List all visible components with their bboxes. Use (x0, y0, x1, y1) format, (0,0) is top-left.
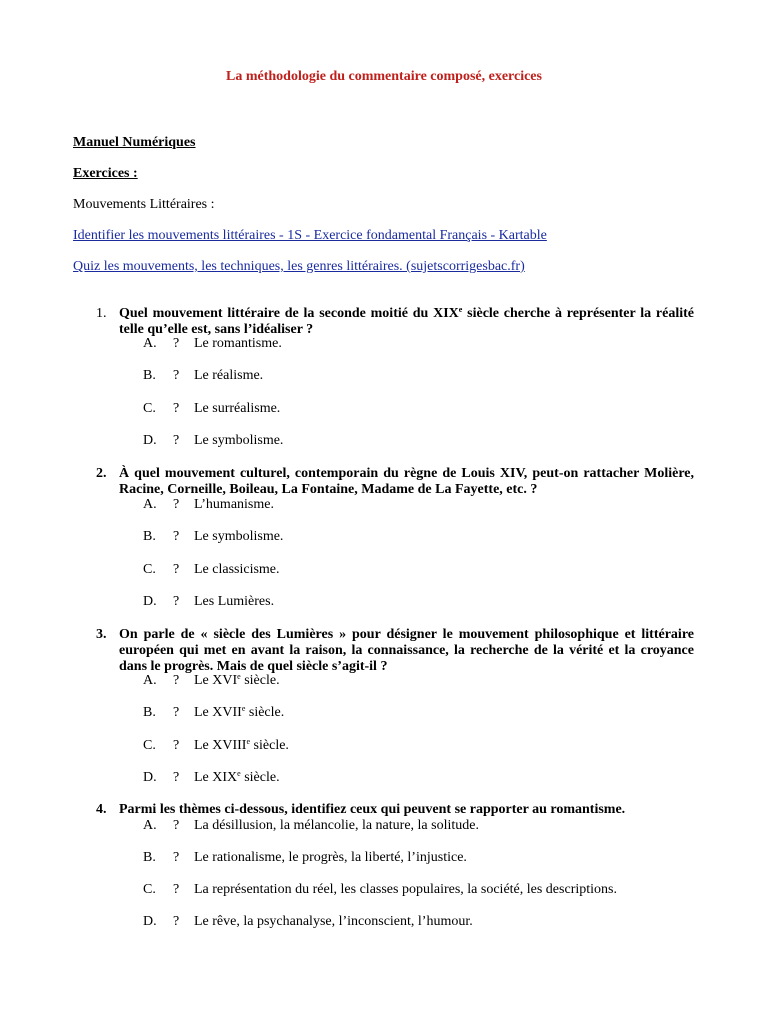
question-text: Quel mouvement littéraire de la seconde moitié du XIXe siècle cherche à représenter la réalité telle qu’elle est, sans l’idéaliser ? (119, 305, 694, 337)
option-letter: A. (143, 673, 157, 688)
option-text: Le surréalisme. (194, 401, 281, 416)
option-bullet-icon: ? (173, 882, 180, 897)
option-bullet-icon: ? (173, 529, 180, 544)
exercices-heading: Exercices : (73, 166, 138, 181)
option-letter: A. (143, 818, 157, 833)
option-bullet-icon: ? (173, 738, 180, 753)
option-letter: D. (143, 770, 157, 785)
option-text: Le XVIIe siècle. (194, 704, 285, 720)
option-bullet-icon: ? (173, 914, 180, 929)
option-letter: B. (143, 705, 156, 720)
option-text: Le symbolisme. (194, 433, 284, 448)
question-number: 1. (96, 306, 107, 321)
option-text: Le XIXe siècle. (194, 769, 280, 785)
question-number: 4. (96, 802, 107, 817)
option-letter: A. (143, 497, 157, 512)
option-letter: B. (143, 529, 156, 544)
option-bullet-icon: ? (173, 433, 180, 448)
question-text: On parle de « siècle des Lumières » pour désigner le mouvement philosophique et littéraire européen qui met en avant la raison, la connaissance, la recherche de la vérité et la croyance dans le progrès. Mais de quel siècle s’agit-il ? (119, 627, 694, 674)
option-letter: C. (143, 401, 156, 416)
option-letter: B. (143, 368, 156, 383)
mouvements-label: Mouvements Littéraires : (73, 197, 215, 212)
option-text: Le rêve, la psychanalyse, l’inconscient, l’humour. (194, 914, 473, 929)
option-text: Le classicisme. (194, 562, 280, 577)
kartable-link[interactable]: Identifier les mouvements littéraires - 1S - Exercice fondamental Français - Kartable (73, 228, 547, 243)
option-bullet-icon: ? (173, 562, 180, 577)
option-letter: C. (143, 562, 156, 577)
option-bullet-icon: ? (173, 401, 180, 416)
manuel-heading: Manuel Numériques (73, 135, 196, 150)
option-letter: D. (143, 433, 157, 448)
option-letter: D. (143, 914, 157, 929)
option-bullet-icon: ? (173, 497, 180, 512)
option-text: Les Lumières. (194, 594, 275, 609)
option-bullet-icon: ? (173, 594, 180, 609)
option-letter: C. (143, 882, 156, 897)
option-letter: C. (143, 738, 156, 753)
document-title: La méthodologie du commentaire composé, exercices (226, 69, 542, 84)
option-bullet-icon: ? (173, 368, 180, 383)
option-bullet-icon: ? (173, 673, 180, 688)
option-text: La désillusion, la mélancolie, la nature, la solitude. (194, 818, 479, 833)
question-text: À quel mouvement culturel, contemporain du règne de Louis XIV, peut-on rattacher Molière, Racine, Corneille, Boileau, La Fontaine, Madame de La Fayette, etc. ? (119, 466, 694, 497)
option-bullet-icon: ? (173, 770, 180, 785)
option-text: Le romantisme. (194, 336, 282, 351)
option-letter: D. (143, 594, 157, 609)
option-text: Le XVIe siècle. (194, 672, 280, 688)
option-bullet-icon: ? (173, 336, 180, 351)
sujetscorriges-link[interactable]: Quiz les mouvements, les techniques, les genres littéraires. (sujetscorrigesbac.fr) (73, 259, 525, 274)
option-letter: A. (143, 336, 157, 351)
option-text: Le rationalisme, le progrès, la liberté, l’injustice. (194, 850, 467, 865)
option-bullet-icon: ? (173, 850, 180, 865)
option-text: L’humanisme. (194, 497, 274, 512)
option-bullet-icon: ? (173, 818, 180, 833)
option-text: Le réalisme. (194, 368, 264, 383)
option-bullet-icon: ? (173, 705, 180, 720)
option-text: La représentation du réel, les classes populaires, la société, les descriptions. (194, 882, 617, 897)
option-text: Le XVIIIe siècle. (194, 737, 289, 753)
option-letter: B. (143, 850, 156, 865)
question-number: 3. (96, 627, 107, 642)
question-text: Parmi les thèmes ci-dessous, identifiez ceux qui peuvent se rapporter au romantisme. (119, 802, 626, 817)
question-number: 2. (96, 466, 107, 481)
option-text: Le symbolisme. (194, 529, 284, 544)
